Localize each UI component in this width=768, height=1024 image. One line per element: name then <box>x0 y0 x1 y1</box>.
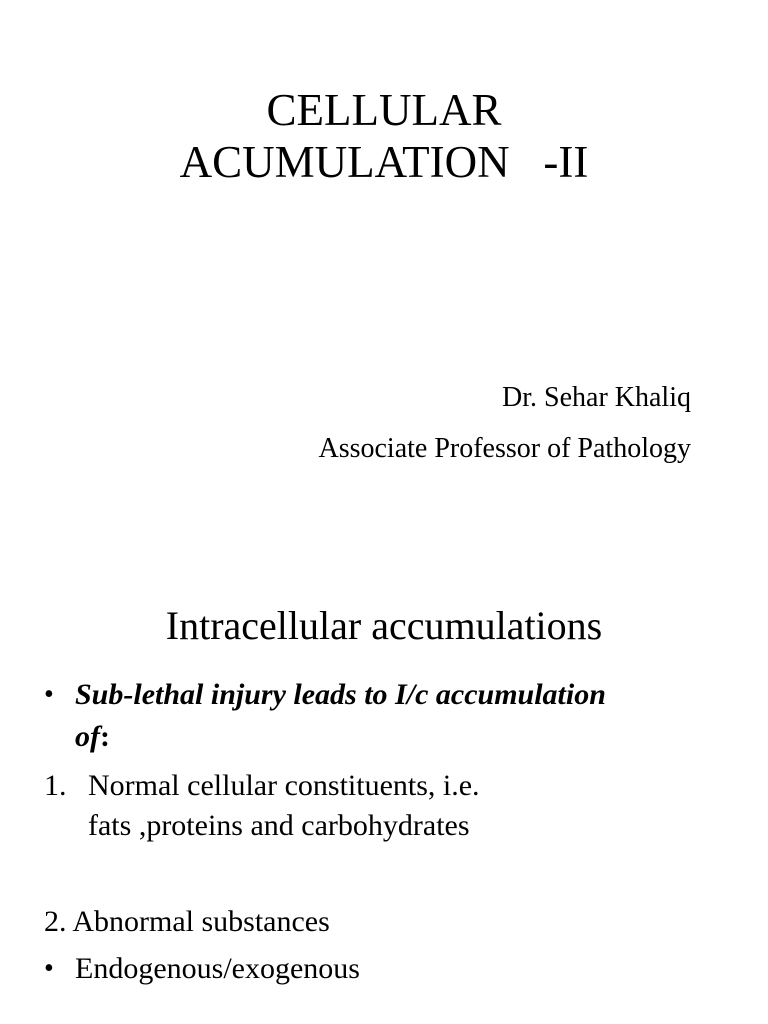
slide-title-heading <box>0 84 768 188</box>
author-position: Associate Professor of Pathology <box>318 433 691 464</box>
title-line-1: CELLULAR <box>266 85 502 135</box>
numbered-item-2 <box>44 901 330 943</box>
numbered-item-1-line-2: fats ,proteins and carbohydrates <box>88 809 470 842</box>
bullet-icon: • <box>44 953 54 984</box>
slide-heading: Intracellular accumulations <box>165 603 603 648</box>
numbered-item-1-number: 1. <box>44 769 67 802</box>
numbered-item-1-line-1: Normal cellular constituents, i.e. <box>88 769 480 802</box>
title-line-2: ACUMULATION -II <box>179 137 589 187</box>
bullet-point-2-text: Endogenous/exogenous <box>75 952 360 985</box>
author-name: Dr. Sehar Khaliq <box>502 382 691 413</box>
bullet-point-1-line-1: Sub-lethal injury leads to I/c accumulation <box>75 678 606 711</box>
numbered-item-2-text: 2. Abnormal substances <box>44 905 330 938</box>
bullet-point-1-colon: : <box>100 720 110 753</box>
bullet-point-1-line-2 <box>75 716 110 758</box>
bullet-point-1-italic-word: of <box>75 720 100 753</box>
slide-intracellular-accumulations <box>0 576 768 1024</box>
author-block <box>318 372 691 474</box>
bullet-icon: • <box>44 679 54 710</box>
